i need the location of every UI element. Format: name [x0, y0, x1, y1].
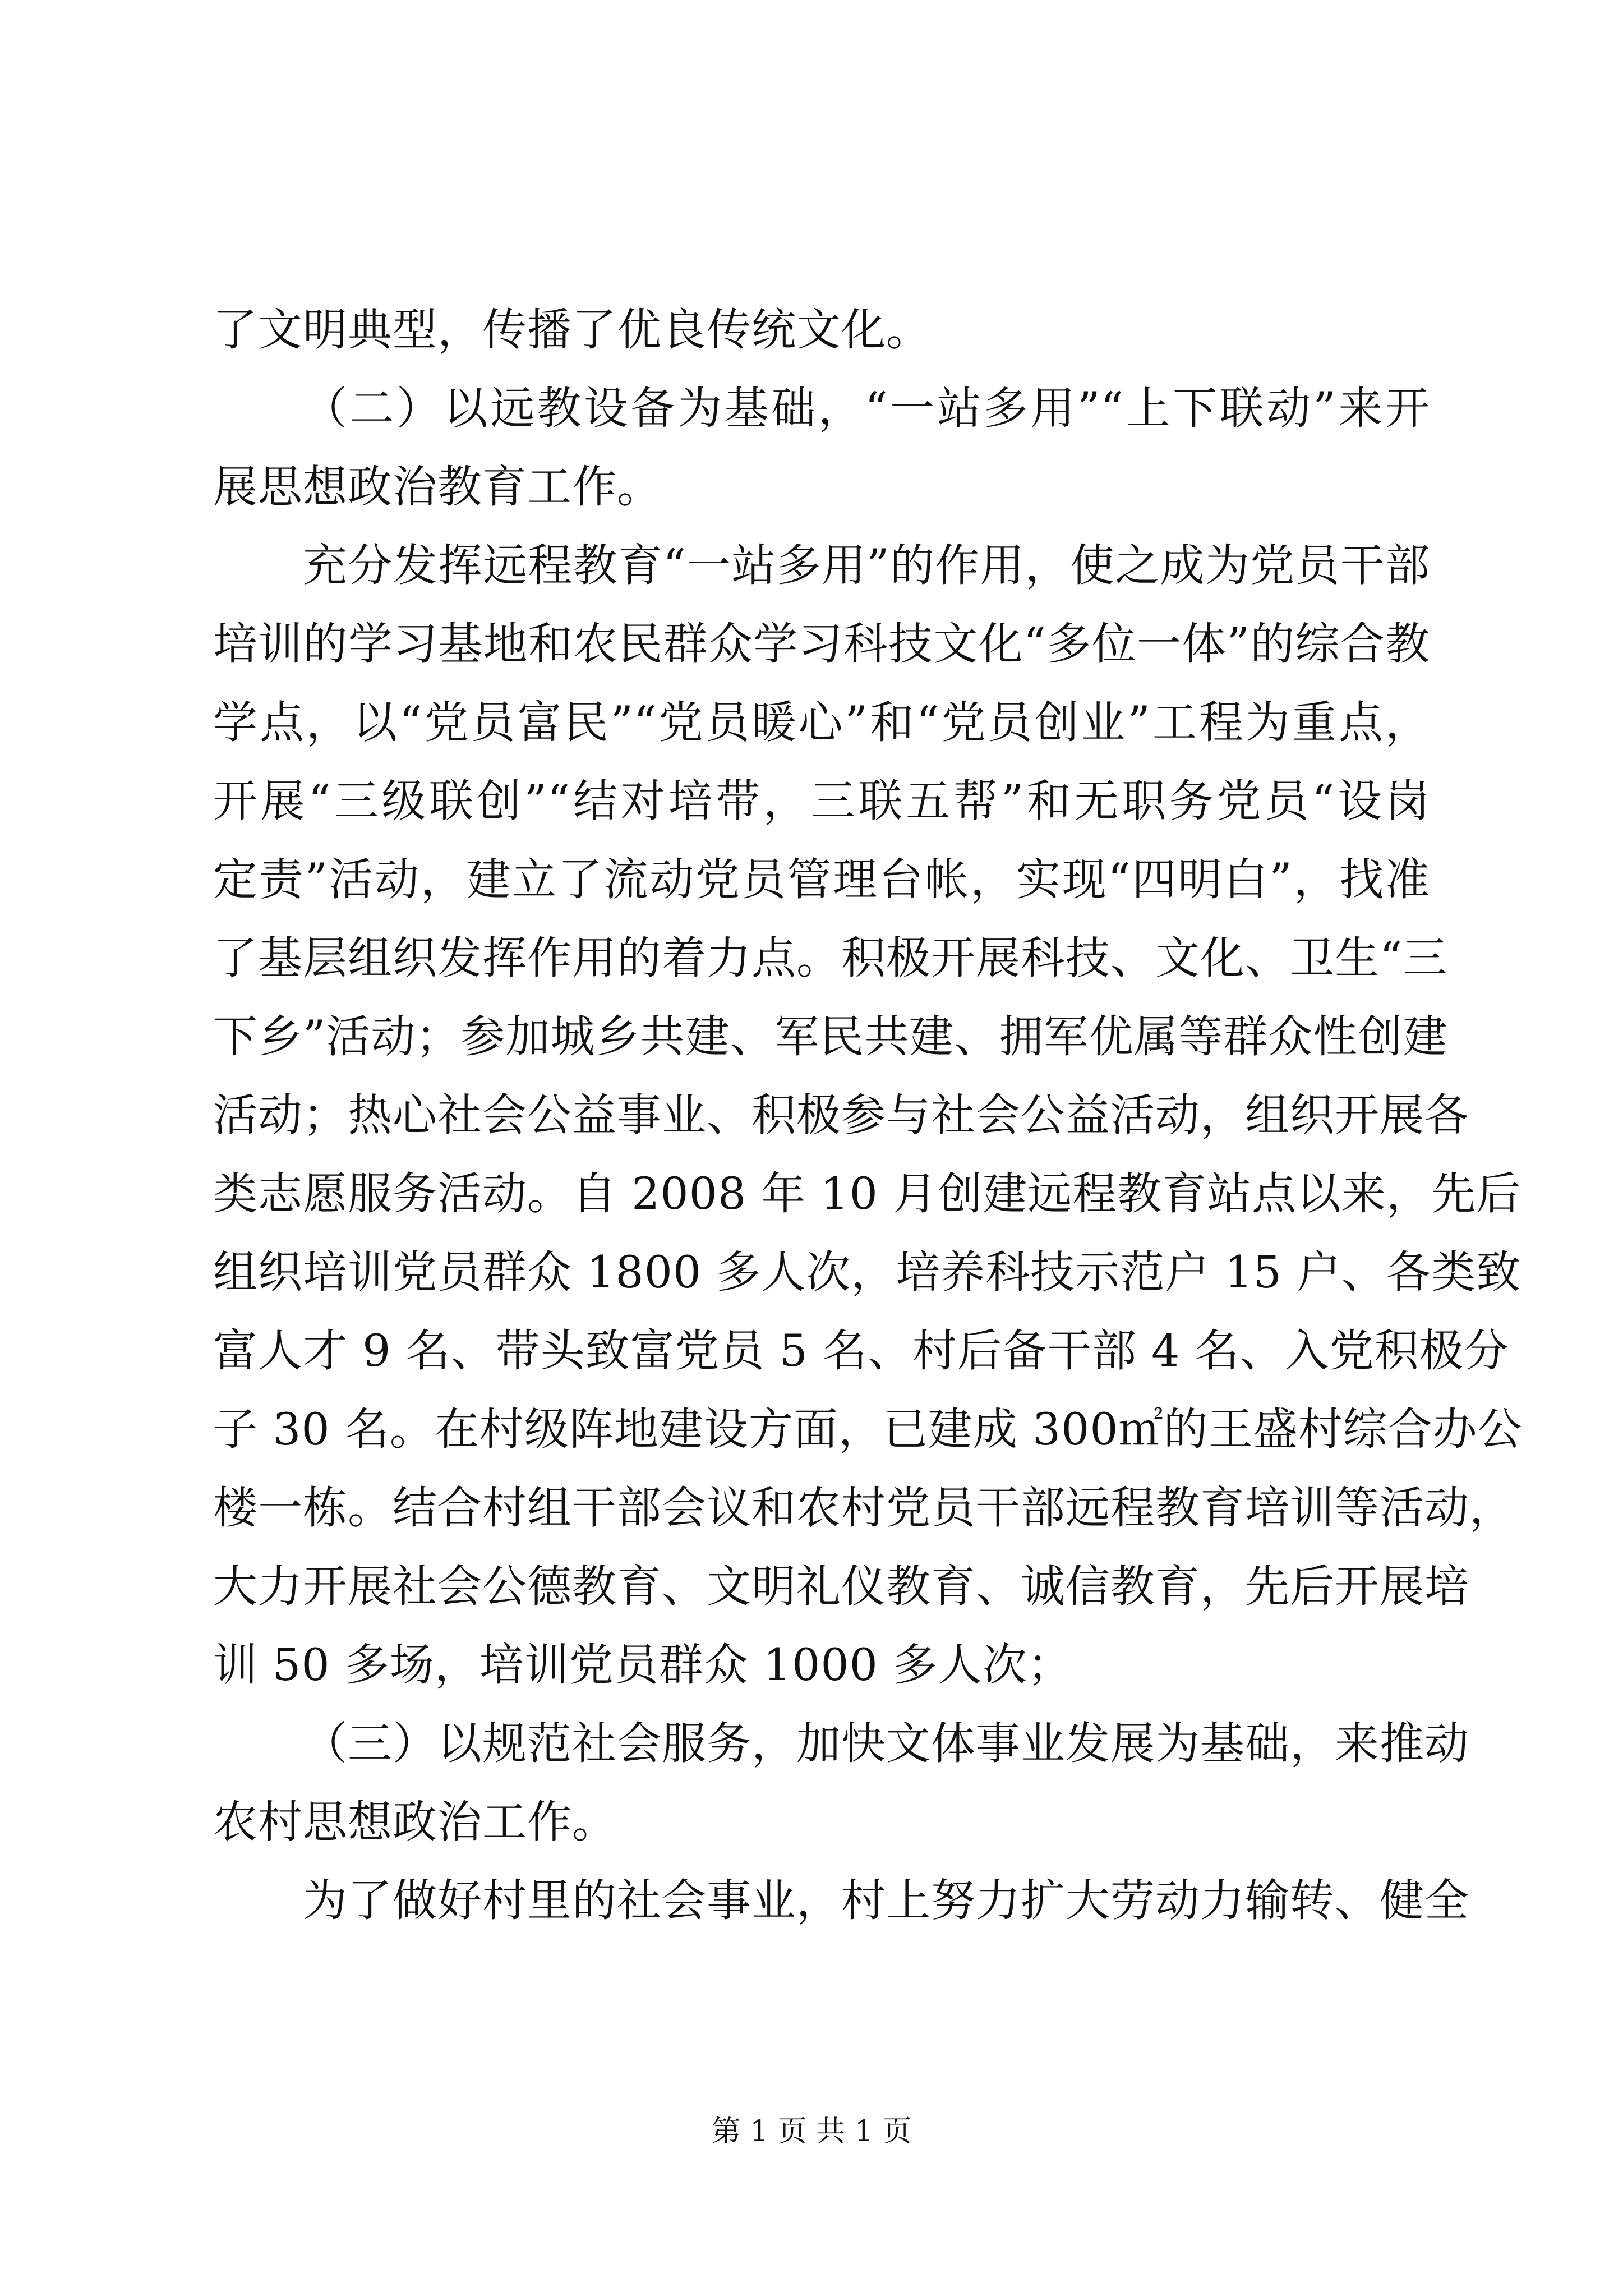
- section-heading-line: （三）以规范社会服务，加快文体事业发展为基础，来推动: [303, 1718, 1469, 1769]
- paragraph-line: 下乡”活动；参加城乡共建、军民共建、拥军优属等群众性创建: [213, 1011, 1448, 1062]
- page-footer: 第 1 页 共 1 页: [711, 2115, 912, 2148]
- paragraph-line: 充分发挥远程教育“一站多用”的作用，使之成为党员干部: [303, 540, 1430, 591]
- paragraph-line: 学点，以“党员富民”“党员暖心”和“党员创业”工程为重点，: [213, 697, 1430, 748]
- section-heading-line: （二）以远教设备为基础，“一站多用”“上下联动”来开: [303, 383, 1430, 434]
- paragraph-line: 活动；热心社会公益事业、积极参与社会公益活动，组织开展各: [213, 1089, 1469, 1141]
- paragraph-line: 了基层组织发挥作用的着力点。积极开展科技、文化、卫生“三: [213, 932, 1448, 984]
- paragraph-line: 类志愿服务活动。自 2008 年 10 月创建远程教育站点以来，先后: [213, 1168, 1521, 1220]
- paragraph-line: 了文明典型，传播了优良传统文化。: [213, 304, 931, 356]
- section-heading-line: 农村思想政治工作。: [213, 1796, 617, 1848]
- paragraph-line: 楼一栋。结合村组干部会议和农村党员干部远程教育培训等活动，: [213, 1482, 1514, 1534]
- paragraph-line: 培训的学习基地和农民群众学习科技文化“多位一体”的综合教: [213, 618, 1430, 670]
- section-heading-line: 展思想政治教育工作。: [213, 461, 662, 513]
- paragraph-line: 训 50 多场，培训党员群众 1000 多人次；: [213, 1639, 1073, 1691]
- paragraph-line: 为了做好村里的社会事业，村上努力扩大劳动力输转、健全: [303, 1875, 1469, 1926]
- paragraph-line: 大力开展社会公德教育、文明礼仪教育、诚信教育，先后开展培: [213, 1561, 1469, 1612]
- paragraph-line: 定责”活动，建立了流动党员管理台帐，实现“四明白”，找准: [213, 854, 1430, 905]
- paragraph-line: 子 30 名。在村级阵地建设方面，已建成 300㎡的王盛村综合办公: [213, 1404, 1523, 1455]
- paragraph-line: 组织培训党员群众 1800 多人次，培养科技示范户 15 户、各类致: [213, 1246, 1521, 1298]
- paragraph-line: 富人才 9 名、带头致富党员 5 名、村后备干部 4 名、入党积极分: [213, 1325, 1509, 1377]
- paragraph-line: 开展“三级联创”“结对培带，三联五帮”和无职务党员“设岗: [213, 775, 1430, 827]
